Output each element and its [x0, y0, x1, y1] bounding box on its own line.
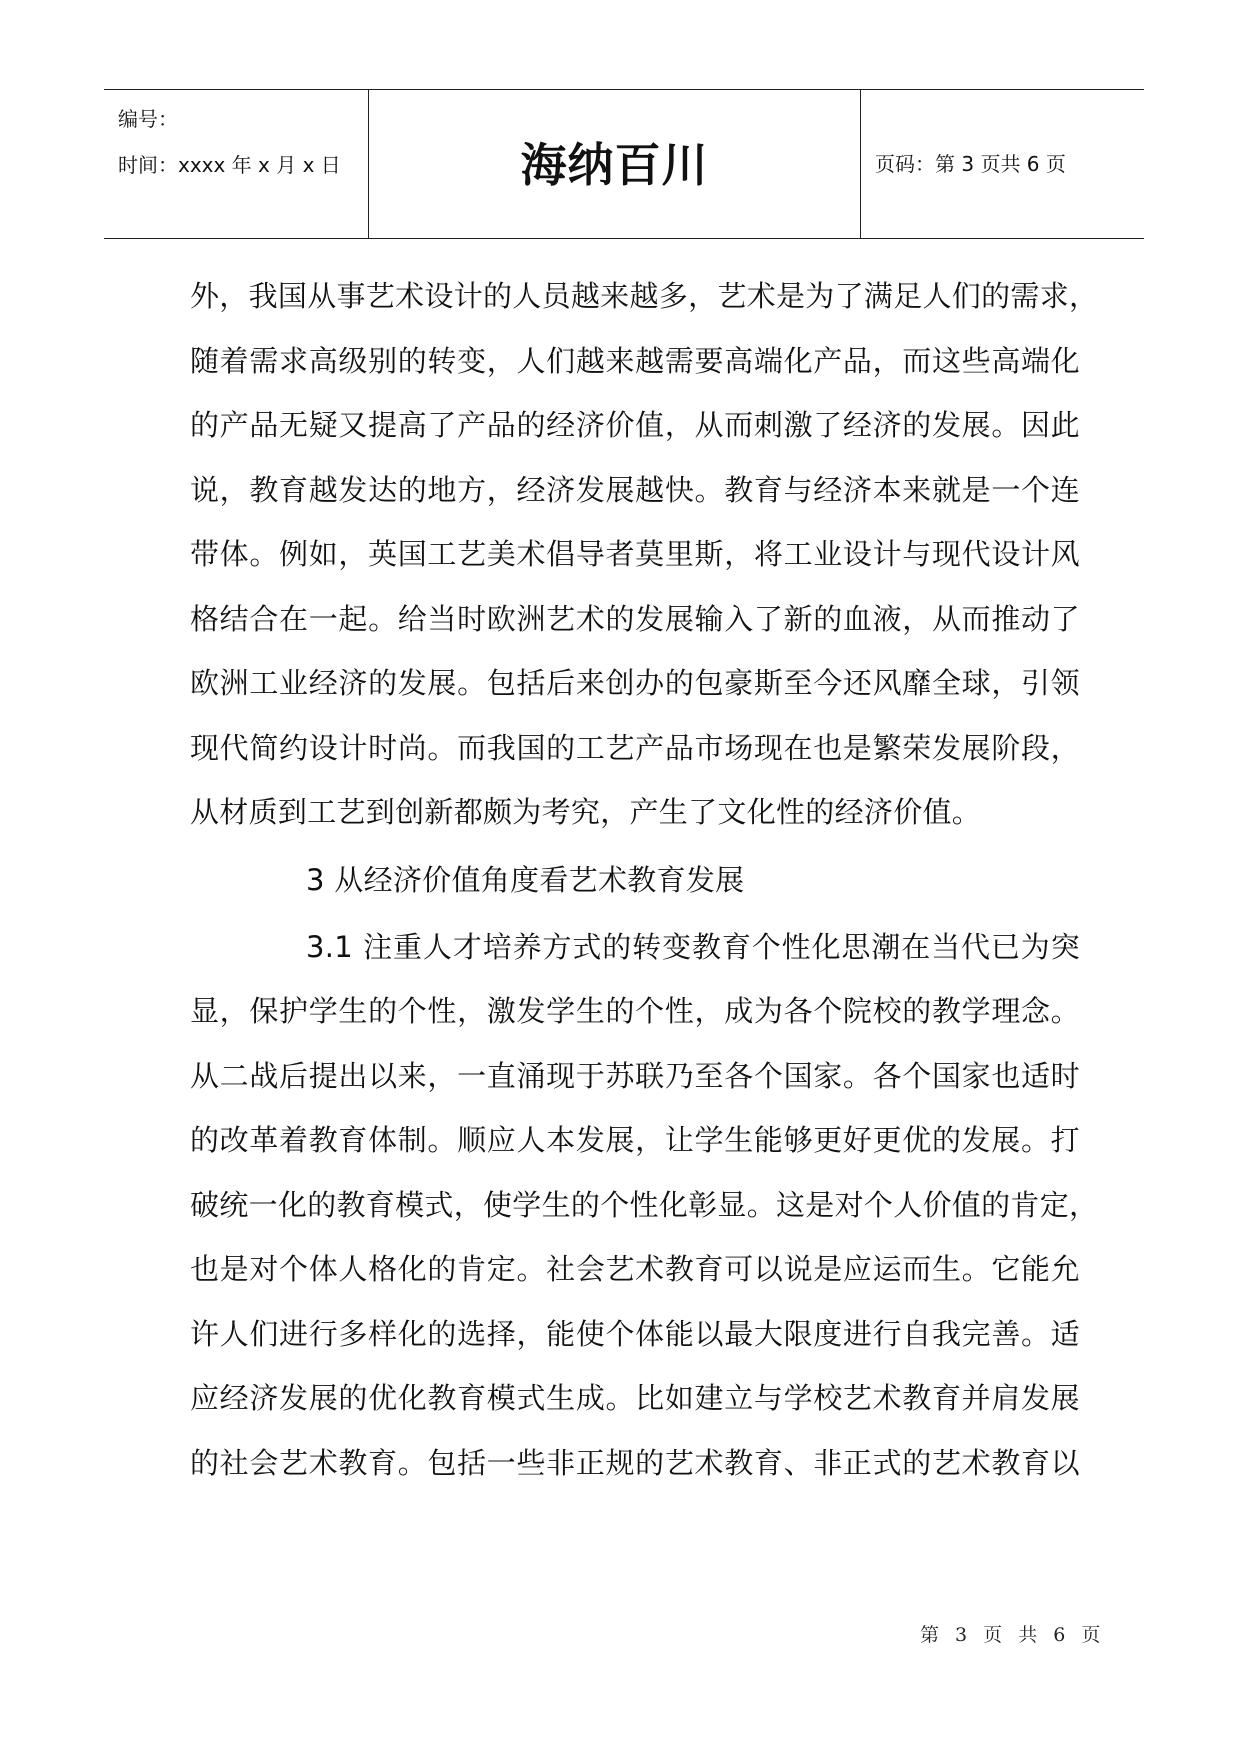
text-line: 3.1 注重人才培养方式的转变教育个性化思潮在当代已为突	[306, 929, 1080, 964]
header-page-cell	[861, 90, 1144, 238]
text-line: 说，教育越发达的地方，经济发展越快。教育与经济本来就是一个连	[190, 472, 1080, 507]
paragraph-continued	[190, 264, 1099, 845]
text-line: 的改革着教育体制。顺应人本发展，让学生能够更好更优的发展。打	[190, 1123, 1080, 1157]
page-footer: 第 3 页 共 6 页	[920, 1624, 1103, 1646]
company-name: 海纳百川	[520, 138, 709, 192]
text-line: 欧洲工业经济的发展。包括后来创办的包豪斯至今还风靡全球，引领	[190, 666, 1080, 700]
text-line: 格结合在一起。给当时欧洲艺术的发展输入了新的血液，从而推动了	[190, 601, 1080, 636]
document-time-label: 时间：xxxx 年 x 月 x 日	[118, 153, 341, 177]
text-line: 带体。例如，英国工艺美术倡导者莫里斯，将工业设计与现代设计风	[190, 537, 1080, 571]
text-line: 破统一化的教育模式，使学生的个性化彰显。这是对个人价值的肯定，	[190, 1187, 1099, 1222]
text-line: 许人们进行多样化的选择，能使个体能以最大限度进行自我完善。适	[190, 1316, 1080, 1351]
document-body	[190, 264, 1099, 1495]
text-line: 也是对个体人格化的肯定。社会艺术教育可以说是应运而生。它能允	[190, 1252, 1080, 1286]
header-company-cell	[369, 90, 861, 238]
document-header	[104, 89, 1144, 239]
text-line: 的产品无疑又提高了产品的经济价值，从而刺激了经济的发展。因此	[190, 408, 1080, 442]
header-page-number: 页码：第 3 页共 6 页	[875, 151, 1066, 176]
text-line: 显，保护学生的个性，激发学生的个性，成为各个院校的教学理念。	[190, 994, 1080, 1028]
text-line: 的社会艺术教育。包括一些非正规的艺术教育、非正式的艺术教育以	[190, 1445, 1080, 1480]
header-meta-cell	[104, 90, 369, 238]
text-line: 从二战后提出以来，一直涌现于苏联乃至各个国家。各个国家也适时	[190, 1058, 1080, 1093]
text-line: 外，我国从事艺术设计的人员越来越多，艺术是为了满足人们的需求，	[190, 279, 1099, 313]
document-number-label: 编号：	[118, 107, 178, 131]
paragraph-section-3-1	[190, 915, 1099, 1496]
section-heading: 3 从经济价值角度看艺术教育发展	[306, 862, 745, 897]
text-line: 应经济发展的优化教育模式生成。比如建立与学校艺术教育并肩发展	[190, 1381, 1080, 1415]
text-line: 随着需求高级别的转变，人们越来越需要高端化产品，而这些高端化	[190, 343, 1080, 378]
text-line: 从材质到工艺到创新都颇为考究，产生了文化性的经济价值。	[190, 795, 982, 829]
text-line: 现代简约设计时尚。而我国的工艺产品市场现在也是繁荣发展阶段，	[190, 730, 1080, 765]
